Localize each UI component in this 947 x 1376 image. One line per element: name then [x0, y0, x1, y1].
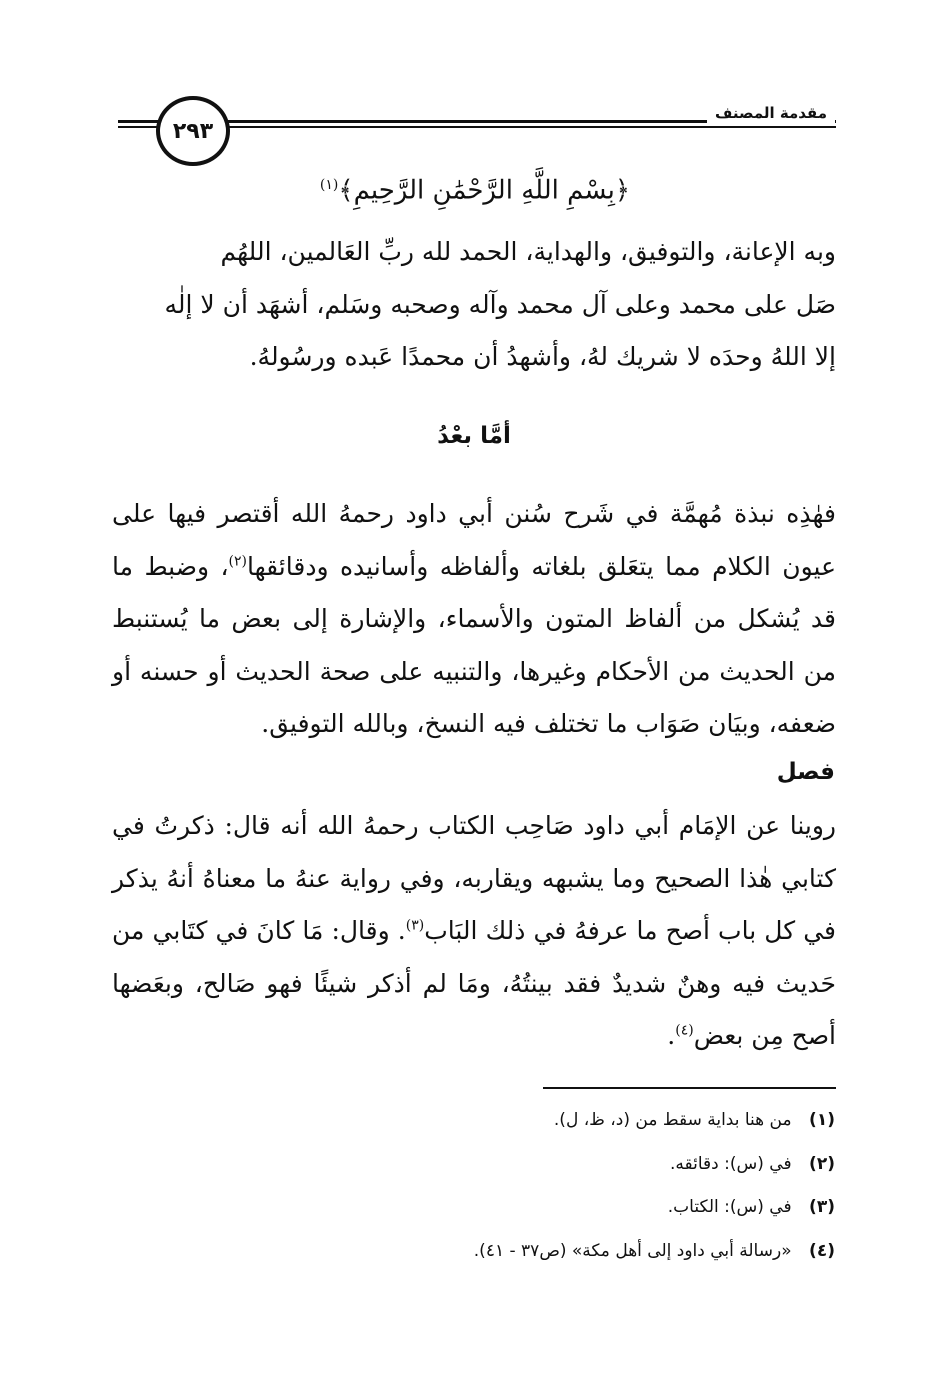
footnote-text: من هنا بداية سقط من (د، ظ، ل). [553, 1110, 792, 1130]
page-number-badge [156, 96, 230, 166]
body-paragraph [112, 488, 836, 751]
intro-line: صَل على محمد وعلى آل محمد وآله وصحبه وسَلم، أشهَد أن لا إلٰه [164, 289, 836, 319]
footnote-text: في (س): دقائقه. [670, 1153, 792, 1174]
footnote [111, 1144, 835, 1188]
paragraph-text: . [667, 1021, 676, 1050]
footnote-number: (٤) [809, 1240, 835, 1261]
paragraph-text: فهٰذِه نبذة مُهمَّة في شَرح سُنن أبي داود رحمهُ الله أقتصر فيها على عيون الكلام مما يتعَلق بلغاته وألفاظه وأسانيده ودقائقها [112, 499, 837, 581]
footnote-text: في (س): الكتاب. [667, 1197, 792, 1217]
footnotes [111, 1100, 835, 1274]
footnote [111, 1187, 835, 1231]
footnote-ref: (٣) [405, 917, 425, 934]
body-paragraph [112, 800, 836, 1063]
footnote-number: (١) [809, 1110, 835, 1130]
footnote-separator [543, 1087, 836, 1089]
footnote-ref: (٤) [675, 1022, 694, 1039]
running-header-title: مقدمة المصنف [707, 103, 835, 123]
footnote-number: (٣) [809, 1197, 835, 1217]
footnote-text: «رسالة أبي داود إلى أهل مكة» (ص٣٧ - ٤١). [473, 1240, 792, 1261]
intro-line: إلا اللهُ وحدَه لا شريك لهُ، وأشهدُ أن محمدًا عَبده ورسُولهُ. [249, 342, 836, 371]
paragraph-text: . وقال: مَا كانَ في كتَابي من حَديث فيه وهنٌ شديدٌ فقد بينتُهُ، ومَا لم أذكر شيئًا فهو صَالح، وبعَضها أصح مِن بعض [112, 916, 836, 1050]
footnote [111, 1100, 835, 1144]
footnote-number: (٢) [809, 1153, 835, 1174]
footnote-ref: (٢) [228, 553, 247, 570]
footnote [111, 1231, 835, 1275]
footnote-ref: (١) [319, 177, 339, 193]
intro-paragraph [112, 226, 836, 384]
paragraph-text: روينا عن الإمَام أبي داود صَاحِب الكتاب رحمهُ الله أنه قال: ذكرتُ في كتابي هٰذا الصحيح وما يشبهه ويقاربه، وفي رواية عنهُ ما معناهُ أنهُ يذكر في كل باب أصح ما عرفهُ في ذلك البَاب [112, 811, 836, 945]
page-number: ٢٩٣ [172, 118, 214, 144]
section-heading: أمَّا بعْدُ [437, 423, 511, 449]
basmala-text: ﴿بِسْمِ اللَّهِ الرَّحْمَٰنِ الرَّحِيمِ﴾ [338, 175, 631, 206]
section-title: فصل [776, 759, 835, 785]
paragraph-text: ، وضبط ما قد يُشكل من ألفاظ المتون والأسماء، والإشارة إلى بعض ما يُستنبط من الحديث من الأحكام وغيرها، والتنبيه على صحة الحديث أو حسنه أو ضعفه، وبيَان صَوَاب ما تختلف فيه النسخ، وبالله التوفيق. [112, 551, 836, 738]
intro-line: وبه الإعانة، والتوفيق، والهداية، الحمد لله ربِّ العَالمين، اللهُم [220, 237, 836, 266]
basmala [240, 165, 710, 211]
